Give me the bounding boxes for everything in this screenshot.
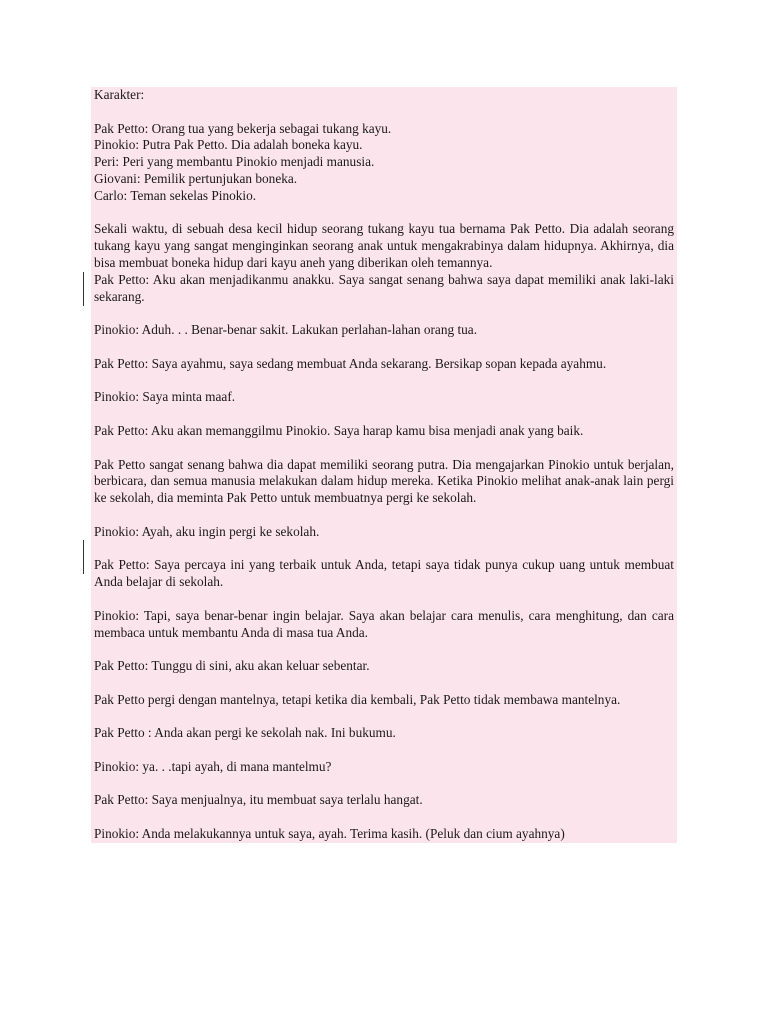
narration-paragraph: Pak Petto pergi dengan mantelnya, tetapi ketika dia kembali, Pak Petto tidak membawa mantelnya.: [94, 691, 621, 707]
character-entry: Pak Petto: Orang tua yang bekerja sebagai tukang kayu.: [94, 120, 392, 136]
dialogue-line: Pak Petto: Saya percaya ini yang terbaik untuk Anda, tetapi saya tidak punya cukup uang untuk membuat Anda belajar di sekolah.: [94, 557, 674, 590]
dialogue-line: Pinokio: Anda melakukannya untuk saya, ayah. Terima kasih. (Peluk dan cium ayahnya): [94, 826, 565, 842]
dialogue-line: Pinokio: ya. . .tapi ayah, di mana mantelmu?: [94, 758, 332, 774]
revision-change-bar: [83, 272, 84, 306]
dialogue-line: Pak Petto: Tunggu di sini, aku akan keluar sebentar.: [94, 658, 370, 674]
character-entry: Peri: Peri yang membantu Pinokio menjadi manusia.: [94, 154, 375, 170]
character-list: [94, 121, 674, 205]
dialogue-line: Pak Petto : Anda akan pergi ke sekolah nak. Ini bukumu.: [94, 725, 396, 741]
dialogue-line: Pinokio: Ayah, aku ingin pergi ke sekolah.: [94, 523, 320, 539]
character-entry: Carlo: Teman sekelas Pinokio.: [94, 187, 257, 203]
dialogue-line: Pinokio: Aduh. . . Benar-benar sakit. Lakukan perlahan-lahan orang tua.: [94, 322, 478, 338]
dialogue-line: Pak Petto: Aku akan menjadikanmu anakku. Saya sangat senang bahwa saya dapat memiliki anak laki-laki sekarang.: [94, 271, 674, 304]
story-block: [94, 221, 674, 305]
dialogue-line: Pinokio: Saya minta maaf.: [94, 389, 236, 405]
dialogue-line: Pak Petto: Saya ayahmu, saya sedang membuat Anda sekarang. Bersikap sopan kepada ayahmu.: [94, 355, 607, 371]
document-page: [91, 87, 677, 843]
dialogue-line: Pak Petto: Aku akan memanggilmu Pinokio. Saya harap kamu bisa menjadi anak yang baik.: [94, 422, 584, 438]
intro-narration: Sekali waktu, di sebuah desa kecil hidup seorang tukang kayu tua bernama Pak Petto. Dia adalah seorang tukang kayu yang sangat menginginkan seorang anak untuk mengakrabinya dalam hidupnya. Akhirnya, dia bisa membuat boneka hidup dari kayu aneh yang diberikan oleh temannya.: [94, 221, 674, 270]
character-entry: Pinokio: Putra Pak Petto. Dia adalah boneka kayu.: [94, 137, 363, 153]
character-entry: Giovani: Pemilik pertunjukan boneka.: [94, 170, 298, 186]
narration-paragraph: Pak Petto sangat senang bahwa dia dapat memiliki seorang putra. Dia mengajarkan Pinokio untuk berjalan, berbicara, dan semua manusia melakukan dalam hidup mereka. Ketika Pinokio melihat anak-anak lain pergi ke sekolah, dia meminta Pak Petto untuk membuatnya pergi ke sekolah.: [94, 456, 674, 506]
characters-heading: Karakter:: [94, 87, 145, 102]
dialogue-line: Pinokio: Tapi, saya benar-benar ingin belajar. Saya akan belajar cara menulis, cara menghitung, dan cara membaca untuk membantu Anda di masa tua Anda.: [94, 607, 674, 640]
revision-change-bar: [83, 540, 84, 574]
dialogue-line: Pak Petto: Saya menjualnya, itu membuat saya terlalu hangat.: [94, 792, 423, 808]
